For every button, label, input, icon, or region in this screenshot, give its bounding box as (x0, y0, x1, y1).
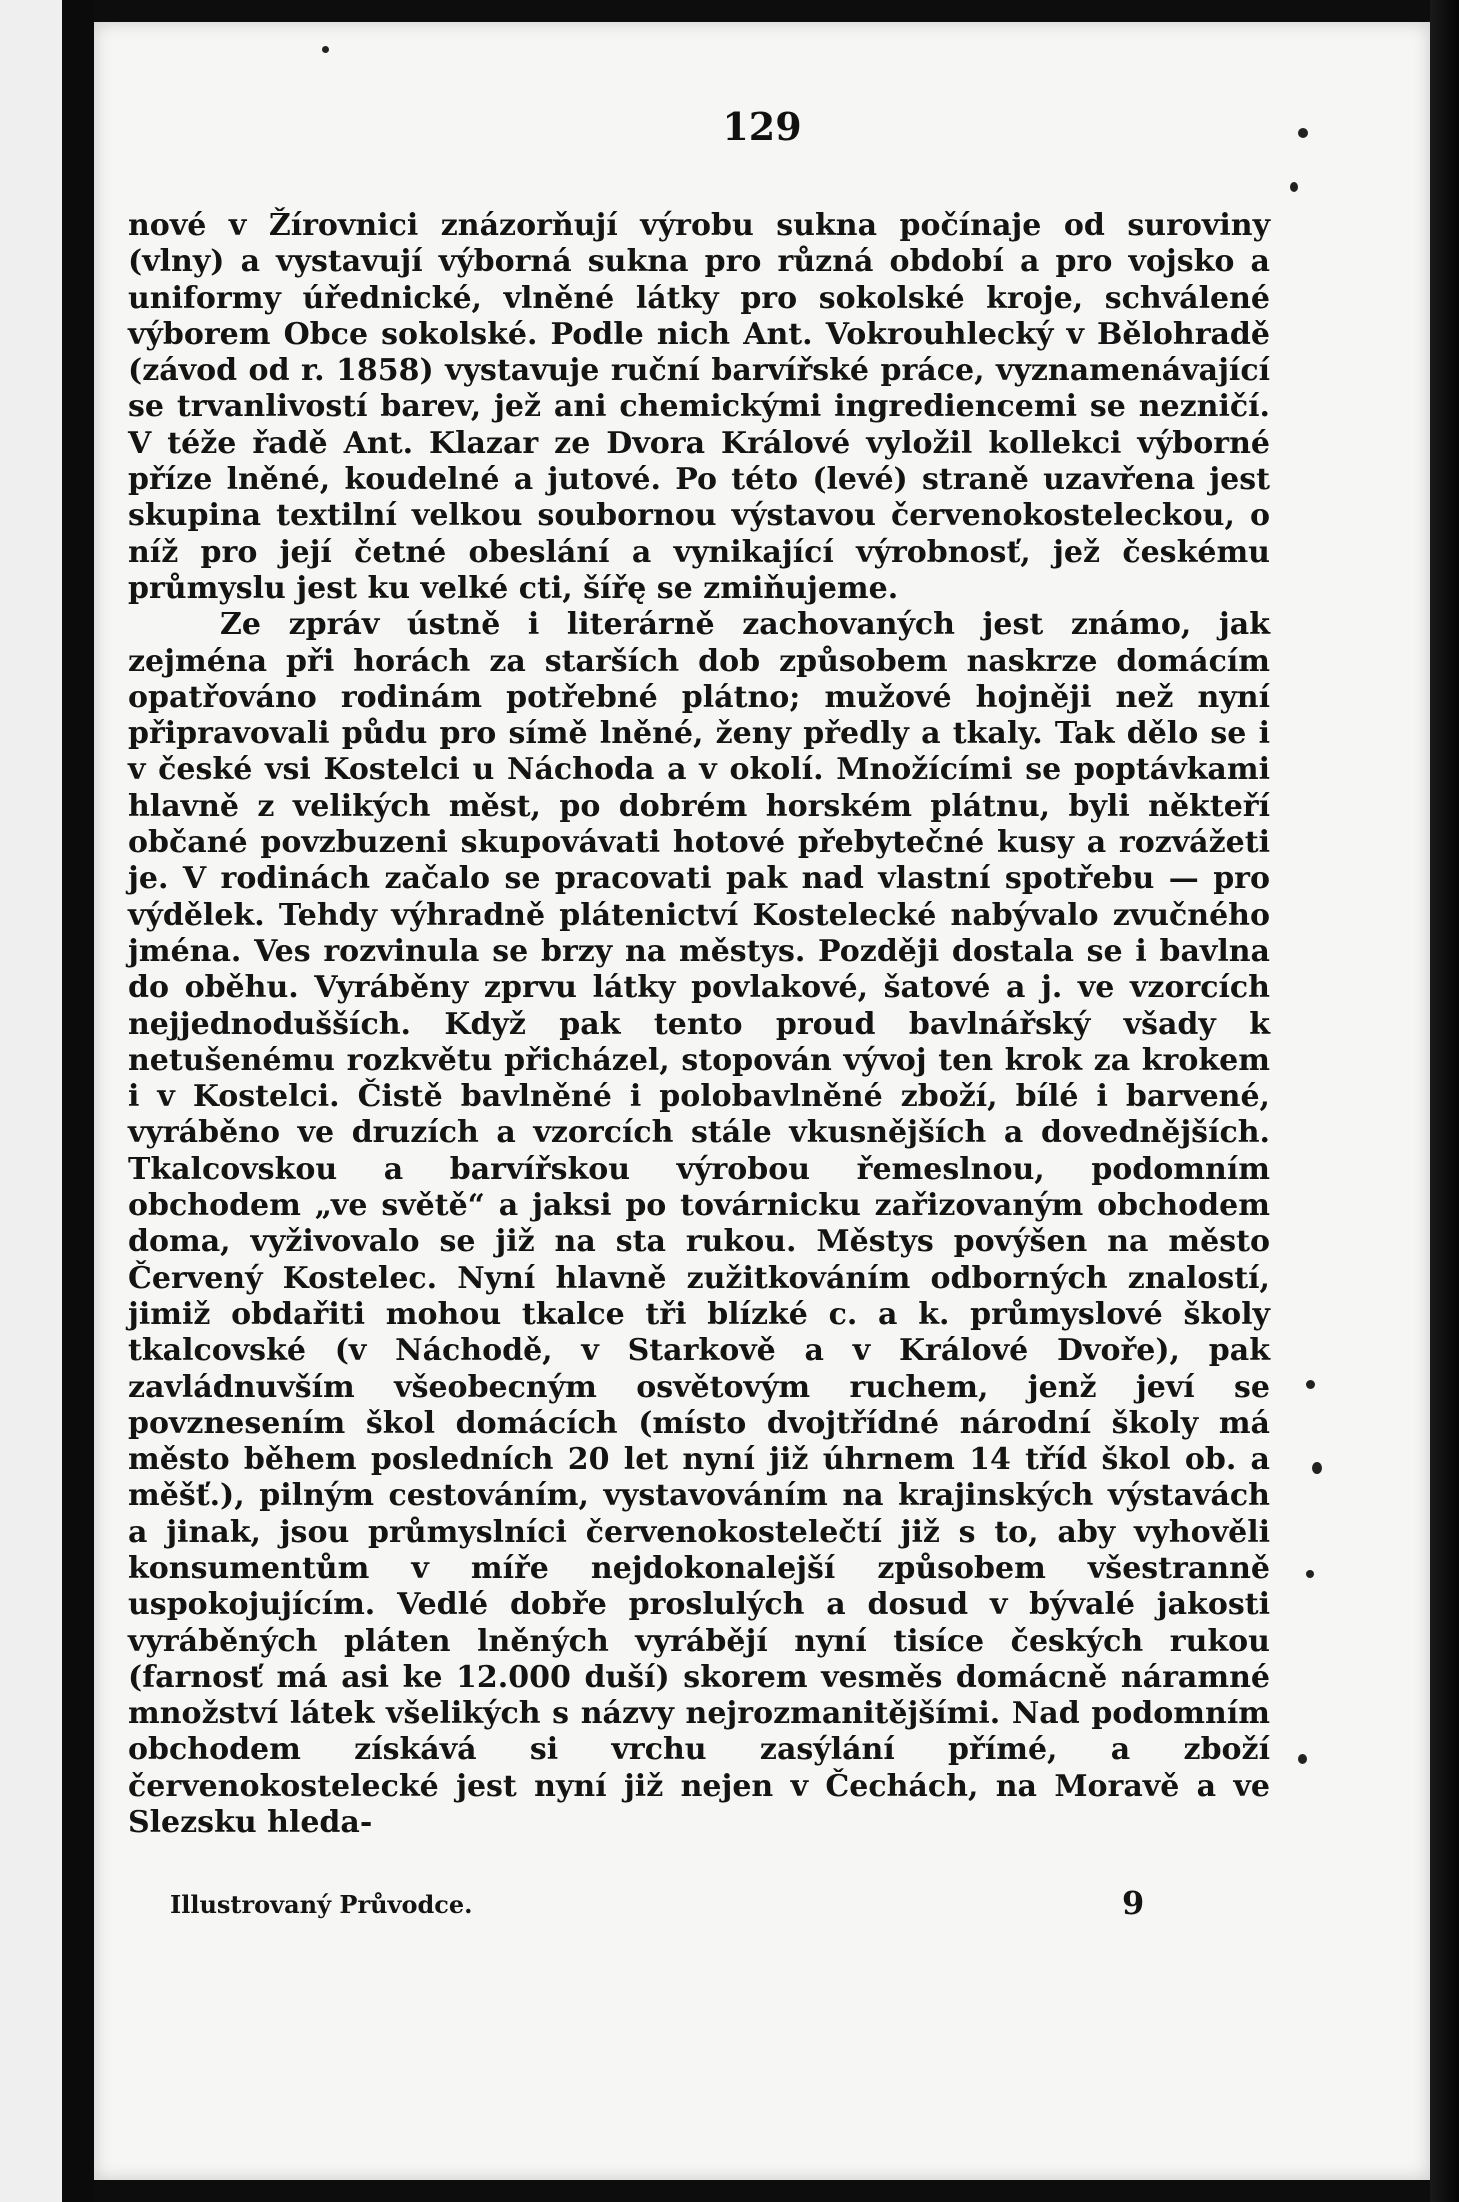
ink-speck (322, 46, 329, 53)
ink-speck (1306, 1380, 1315, 1389)
gutter-shadow (62, 0, 94, 2202)
page-body (128, 208, 1270, 1841)
book-page (94, 22, 1430, 2180)
ink-speck (1312, 1462, 1322, 1474)
footer-book-title: Illustrovaný Průvodce. (170, 1890, 473, 1919)
ink-speck (1298, 1754, 1307, 1764)
left-page-margin (0, 0, 62, 2202)
footer-sheet-number: 9 (1122, 1884, 1145, 1922)
ink-speck (1298, 128, 1308, 138)
page-number: 129 (722, 104, 802, 149)
right-scan-edge (1430, 0, 1459, 2202)
ink-speck (1290, 182, 1298, 192)
paragraph-1: nové v Žírovnici znázorňují výrobu sukna počínaje od suroviny (vlny) a vystavují výborná sukna pro různá období a pro vojsko a uniformy úřednické, vlněné látky pro sokolské kroje, schválené výborem Obce sokolské. Podle nich Ant. Vokrouhlecký v Bělohradě (závod od r. 1858) vystavuje ruční barvířské práce, vyznamenávající se trvanlivostí barev, jež ani chemickými ingrediencemi se nezničí. V téže řadě Ant. Klazar ze Dvora Králové vyložil kollekci výborné příze lněné, koudelné a jutové. Po této (levé) straně uzavřena jest skupina textilní velkou soubornou výstavou červenokosteleckou, o níž pro její četné obeslání a vynikající výrobnosť, jež českému průmyslu jest ku velké cti, šířę se zmiňujeme. (128, 208, 1270, 606)
paragraph-2: Ze zpráv ústně i literárně zachovaných jest známo, jak zejména při horách za starších dob způsobem naskrze domácím opatřováno rodinám potřebné plátno; mužové hojněji než nyní připravovali půdu pro símě lněné, ženy předly a tkaly. Tak dělo se i v české vsi Kostelci u Náchoda a v okolí. Množícími se poptávkami hlavně z velikých měst, po dobrém horském plátnu, byli někteří občané povzbuzeni skupovávati hotové přebytečné kusy a rozvážeti je. V rodinách začalo se pracovati pak nad vlastní spotřebu — pro výdělek. Tehdy výhradně plátenictví Kostelecké nabývalo zvučného jména. Ves rozvinula se brzy na městys. Později dostala se i bavlna do oběhu. Vyráběny zprvu látky povlakové, šatové a j. ve vzorcích nejjednodušších. Když pak tento proud bavlnářský všady k netušenému rozkvětu přicházel, stopován vývoj ten krok za krokem i v Kostelci. Čistě bavlněné i polobavlněné zboží, bílé i barvené, vyráběno ve druzích a vzorcích stále vkusnějších a dovednějších. Tkalcovskou a barvířskou výrobou řemeslnou, podomním obchodem „ve světě“ a jaksi po továrnicku zařizovaným obchodem doma, vyživovalo se již na sta rukou. Městys povýšen na město Červený Kostelec. Nyní hlavně zužitkováním odborných znalostí, jimiž obdařiti mohou tkalce tři blízké c. a k. průmyslové školy tkalcovské (v Náchodě, v Starkově a v Králové Dvoře), pak zavládnuvším všeobecným osvětovým ruchem, jenž jeví se povznesením škol domácích (místo dvojtřídné národní školy má město během posledních 20 let nyní již úhrnem 14 tříd škol ob. a měšť.), pilným cestováním, vystavováním na krajinských výstavách a jinak, jsou průmyslníci červenokostelečtí již s to, aby vyhověli konsumentům v míře nejdokonalejší způsobem všestranně uspokojujícím. Vedlé dobře proslulých a dosud v bývalé jakosti vyráběných pláten lněných vyrábějí nyní tisíce českých rukou (farnosť má asi ke 12.000 duší) skorem vesměs domácně náramné množství látek všelikých s názvy nejrozmanitějšími. Nad podomním obchodem získává si vrchu zasýlání přímé, a zboží červenokostelecké jest nyní již nejen v Čechách, na Moravě a ve Slezsku hleda- (128, 607, 1270, 1841)
ink-speck (1306, 1570, 1314, 1578)
